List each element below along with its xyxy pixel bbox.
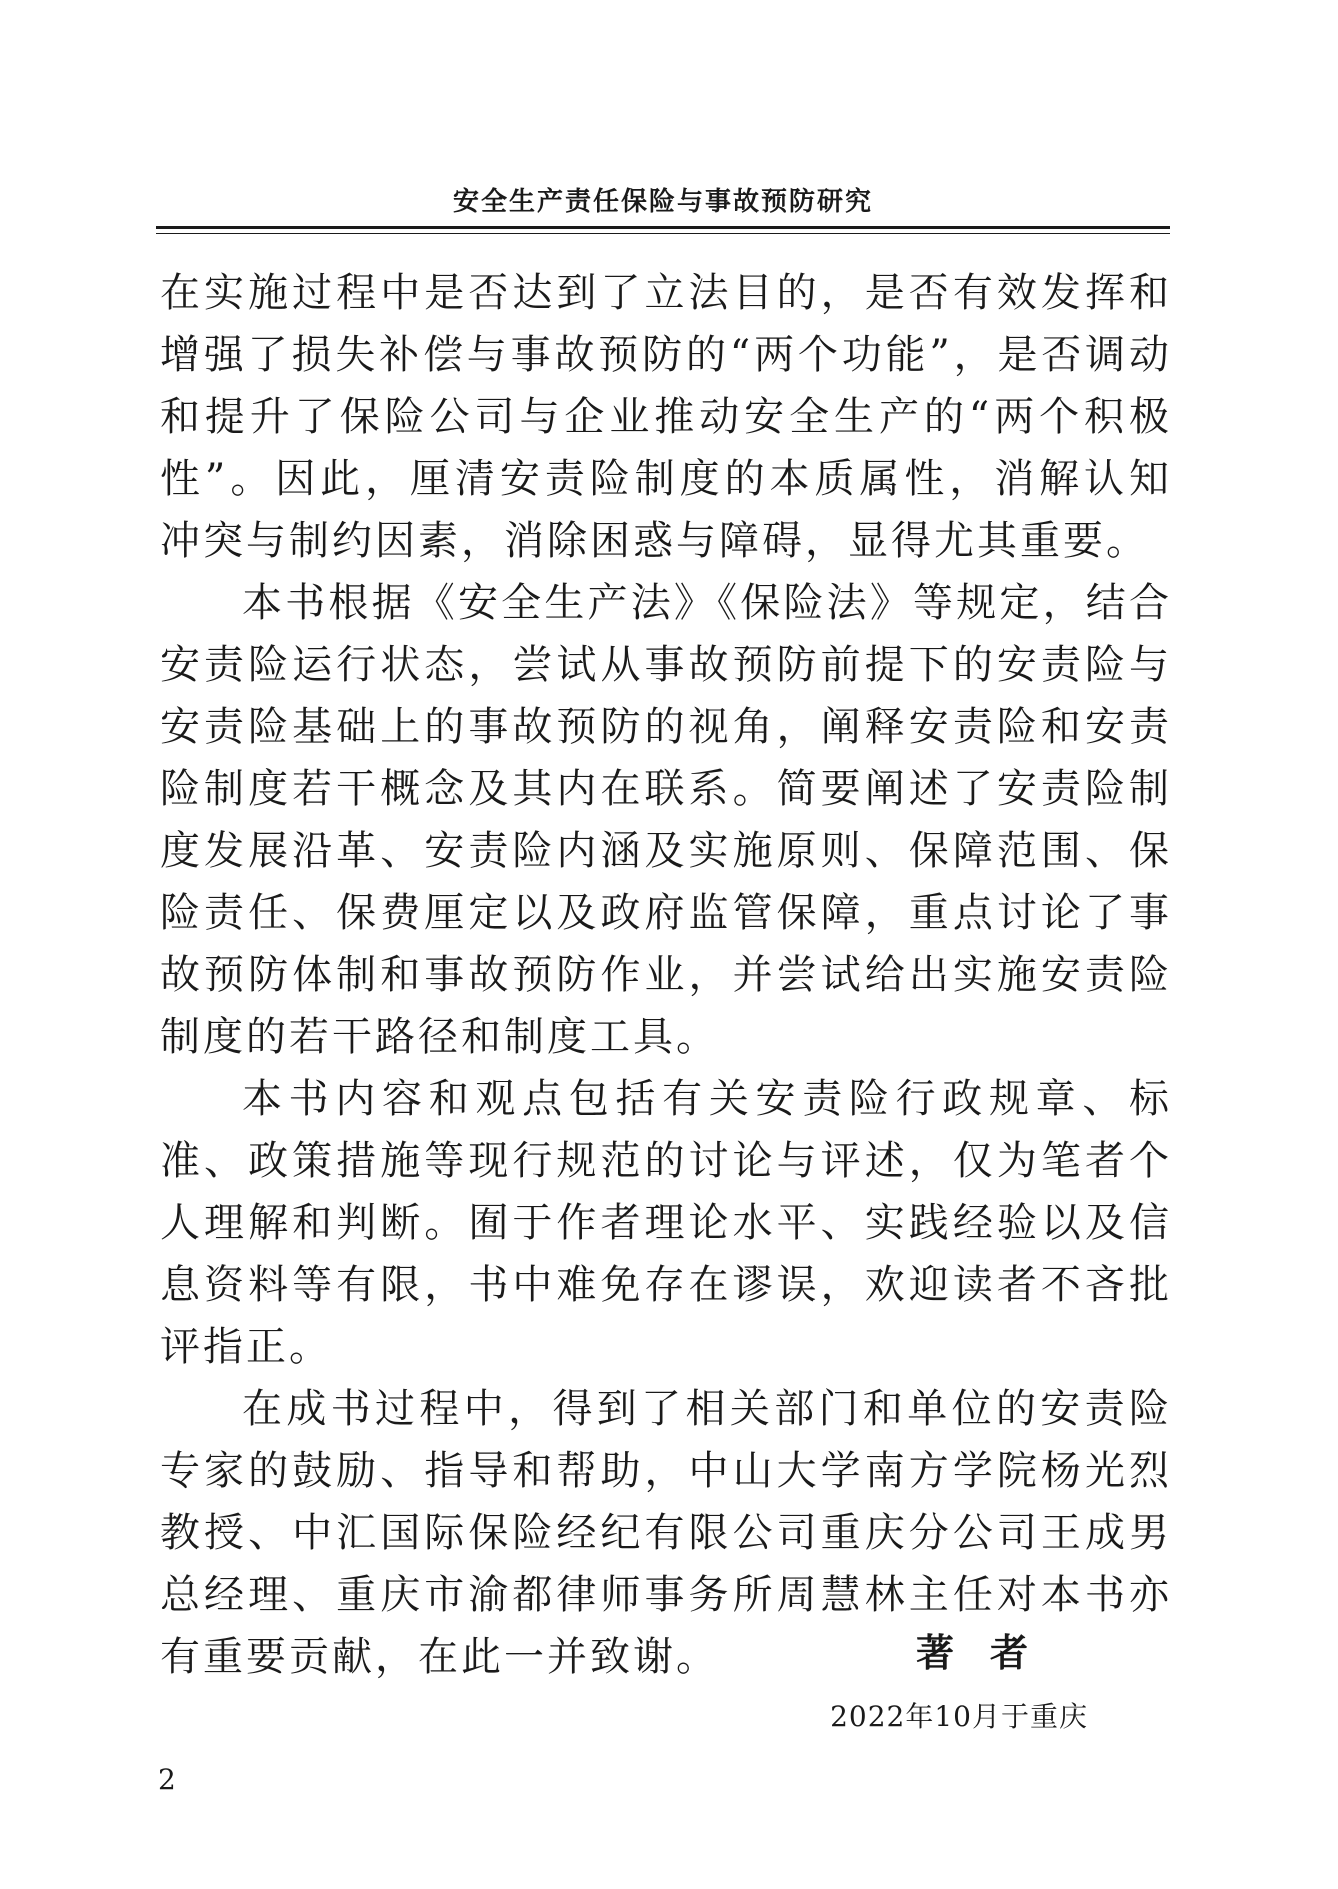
- paragraph: 本书内容和观点包括有关安责险行政规章、标准、政策措施等现行规范的讨论与评述，仅为笔者个人理解和判断。囿于作者理论水平、实践经验以及信息资料等有限，书中难免存在谬误，欢迎读者不吝批评指正。: [160, 1076, 1172, 1370]
- paragraph-continued: 在实施过程中是否达到了立法目的，是否有效发挥和增强了损失补偿与事故预防的“两个功能”，是否调动和提升了保险公司与企业推动安全生产的“两个积极性”。因此，厘清安责险制度的本质属性，消解认知冲突与制约因素，消除困惑与障碍，显得尤其重要。: [160, 270, 1172, 564]
- page-number: 2: [158, 1763, 176, 1796]
- running-title: 安全生产责任保险与事故预防研究: [452, 187, 873, 217]
- body-text: [160, 262, 1172, 1688]
- author-signature: 著者: [915, 1630, 1064, 1675]
- signature-date: 2022年10月于重庆: [830, 1700, 1088, 1733]
- header-rule-thin: [156, 233, 1170, 234]
- header-rule-thick: [156, 226, 1170, 229]
- paragraph: 在成书过程中，得到了相关部门和单位的安责险专家的鼓励、指导和帮助，中山大学南方学院杨光烈教授、中汇国际保险经纪有限公司重庆分公司王成男总经理、重庆市渝都律师事务所周慧林主任对本书亦有重要贡献，在此一并致谢。: [160, 1386, 1172, 1680]
- paragraph: 本书根据《安全生产法》《保险法》等规定，结合安责险运行状态，尝试从事故预防前提下的安责险与安责险基础上的事故预防的视角，阐释安责险和安责险制度若干概念及其内在联系。简要阐述了安责险制度发展沿革、安责险内涵及实施原则、保障范围、保险责任、保费厘定以及政府监管保障，重点讨论了事故预防体制和事故预防作业，并尝试给出实施安责险制度的若干路径和制度工具。: [160, 580, 1172, 1060]
